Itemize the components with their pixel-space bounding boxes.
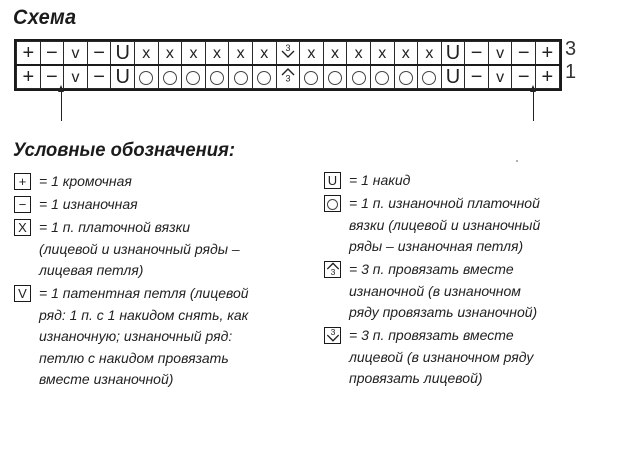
svg-text:3: 3 bbox=[285, 73, 291, 83]
legend-text-line: = 3 п. провязать вместе bbox=[349, 261, 514, 277]
repeat-start-arrow-icon bbox=[61, 91, 62, 121]
garter-purl-icon bbox=[139, 71, 153, 85]
garter-purl-icon bbox=[163, 71, 177, 85]
speck bbox=[516, 160, 518, 162]
chart-cell bbox=[40, 42, 64, 66]
legend-symbol-box bbox=[14, 196, 31, 213]
garter-knit-icon: x bbox=[331, 45, 340, 62]
purl-icon: − bbox=[517, 65, 530, 88]
garter-knit-icon: x bbox=[354, 45, 363, 62]
knitting-chart-grid bbox=[14, 39, 562, 91]
row-number-1: 1 bbox=[565, 61, 577, 83]
legend-symbol-box bbox=[324, 327, 341, 344]
yarn-over-icon: U bbox=[115, 65, 130, 88]
garter-knit-icon: x bbox=[401, 45, 410, 62]
garter-purl-icon bbox=[352, 71, 366, 85]
knit-3-together-icon bbox=[325, 327, 340, 345]
legend-item bbox=[14, 171, 132, 193]
legend-text-line: петлю с накидом провязать bbox=[39, 349, 229, 366]
garter-knit-icon: x bbox=[142, 45, 151, 62]
purl-icon: − bbox=[470, 65, 483, 88]
purl-icon: − bbox=[93, 65, 105, 88]
edge-stitch-icon: + bbox=[22, 65, 35, 88]
garter-knit-icon: x bbox=[236, 45, 245, 62]
chart-row-1 bbox=[17, 65, 560, 89]
garter-knit-icon: x bbox=[213, 45, 222, 62]
knit-3-together-icon bbox=[280, 44, 296, 63]
chart-cell bbox=[158, 65, 182, 89]
legend-text-line: лицевой (в изнаночном ряду bbox=[349, 348, 534, 365]
chart-cell bbox=[394, 42, 418, 66]
legend-item bbox=[324, 325, 533, 390]
edge-stitch-icon: + bbox=[22, 41, 35, 64]
chart-cell bbox=[158, 42, 182, 66]
legend-item bbox=[14, 194, 138, 216]
chart-cell bbox=[512, 42, 536, 66]
legend-text-line: вязки (лицевой и изнаночный bbox=[349, 216, 541, 233]
legend-item bbox=[324, 259, 537, 324]
garter-purl-icon bbox=[186, 71, 200, 85]
legend-text-line: = 1 кромочная bbox=[39, 173, 132, 189]
garter-purl-icon bbox=[327, 199, 338, 210]
chart-cell bbox=[64, 42, 88, 66]
garter-knit-icon: x bbox=[165, 45, 174, 62]
chart-cell bbox=[205, 65, 229, 89]
legend-title: Условные обозначения: bbox=[13, 140, 236, 161]
garter-purl-icon bbox=[422, 71, 436, 85]
purl-3-together-icon bbox=[325, 261, 340, 279]
garter-purl-icon bbox=[257, 71, 271, 85]
legend-symbol-box bbox=[14, 285, 31, 302]
garter-knit-icon: x bbox=[260, 45, 269, 62]
row-number-3: 3 bbox=[565, 38, 577, 60]
chart-cell bbox=[205, 42, 229, 66]
legend-text-line: = 3 п. провязать вместе bbox=[349, 327, 514, 343]
garter-knit-icon: x bbox=[378, 45, 387, 62]
legend-text-line: изнаночной (в изнаночном bbox=[349, 282, 521, 299]
chart-cell bbox=[252, 65, 276, 89]
patent-stitch-icon: V bbox=[18, 286, 27, 301]
purl-icon: − bbox=[46, 41, 58, 64]
chart-cell bbox=[252, 42, 276, 66]
chart-cell bbox=[394, 65, 418, 89]
chart-cell bbox=[134, 42, 158, 66]
legend-item bbox=[14, 217, 240, 282]
patent-stitch-icon: v bbox=[496, 45, 505, 62]
chart-cell bbox=[276, 65, 300, 89]
legend-text-line: провязать лицевой) bbox=[349, 370, 483, 386]
chart-cell bbox=[64, 65, 88, 89]
legend-symbol-box bbox=[324, 195, 341, 212]
legend-text-line: = 1 п. изнаночной платочной bbox=[349, 195, 540, 211]
edge-stitch-icon: + bbox=[541, 41, 554, 64]
patent-stitch-icon: v bbox=[496, 69, 505, 86]
chart-cell bbox=[17, 42, 41, 66]
garter-purl-icon bbox=[399, 71, 413, 85]
chart-cell bbox=[418, 65, 442, 89]
legend-symbol-box bbox=[14, 173, 31, 190]
chart-title: Схема bbox=[13, 6, 77, 29]
chart-cell bbox=[536, 65, 560, 89]
legend-symbol-box bbox=[324, 172, 341, 189]
chart-cell bbox=[111, 65, 135, 89]
garter-purl-icon bbox=[234, 71, 248, 85]
legend-symbol-box bbox=[14, 219, 31, 236]
chart-cell bbox=[276, 42, 300, 66]
chart-cell bbox=[465, 42, 489, 66]
chart-cell bbox=[370, 65, 394, 89]
garter-knit-icon: x bbox=[189, 45, 198, 62]
legend-text-line: вместе изнаночной) bbox=[39, 371, 174, 387]
legend-item bbox=[324, 193, 540, 258]
chart-cell bbox=[536, 42, 560, 66]
svg-text:3: 3 bbox=[330, 267, 336, 277]
legend-symbol-box bbox=[324, 261, 341, 278]
chart-cell bbox=[300, 42, 324, 66]
legend-text-line: лицевая петля) bbox=[39, 262, 144, 278]
chart-cell bbox=[111, 42, 135, 66]
purl-icon: − bbox=[18, 197, 27, 212]
chart-cell bbox=[465, 65, 489, 89]
chart-row-3 bbox=[17, 42, 560, 66]
purl-icon: − bbox=[517, 41, 530, 64]
legend-text-line: (лицевой и изнаночный ряды – bbox=[39, 240, 240, 257]
legend-text-line: ряд: 1 п. с 1 накидом снять, как bbox=[39, 306, 249, 323]
chart-cell bbox=[347, 42, 371, 66]
patent-stitch-icon: v bbox=[71, 69, 80, 86]
purl-icon: − bbox=[470, 41, 483, 64]
edge-stitch-icon: + bbox=[541, 65, 554, 88]
yarn-over-icon: U bbox=[445, 65, 461, 88]
legend-item bbox=[14, 283, 249, 391]
yarn-over-icon: U bbox=[115, 41, 130, 64]
edge-stitch-icon: + bbox=[18, 174, 27, 189]
purl-icon: − bbox=[46, 65, 58, 88]
legend-text-line: = 1 накид bbox=[349, 172, 411, 188]
chart-cell bbox=[488, 42, 512, 66]
legend-text-line: ряды – изнаночная петля) bbox=[349, 238, 524, 254]
chart-cell bbox=[441, 65, 465, 89]
legend-text-line: = 1 изнаночная bbox=[39, 196, 138, 212]
chart-cell bbox=[229, 65, 253, 89]
chart-cell bbox=[134, 65, 158, 89]
garter-knit-icon: x bbox=[307, 45, 316, 62]
chart-cell bbox=[323, 42, 347, 66]
svg-text:3: 3 bbox=[330, 327, 336, 338]
yarn-over-icon: U bbox=[327, 173, 338, 188]
legend-text-line: ряду провязать изнаночной) bbox=[349, 304, 538, 320]
chart-cell bbox=[418, 42, 442, 66]
chart-cell bbox=[17, 65, 41, 89]
chart-cell bbox=[87, 65, 111, 89]
chart-cell bbox=[182, 65, 206, 89]
chart-cell bbox=[323, 65, 347, 89]
chart-cell bbox=[87, 42, 111, 66]
garter-purl-icon bbox=[375, 71, 389, 85]
repeat-end-arrow-icon bbox=[533, 91, 534, 121]
garter-knit-icon: X bbox=[18, 220, 27, 235]
patent-stitch-icon: v bbox=[71, 45, 80, 62]
legend-text-line: = 1 п. платочной вязки bbox=[39, 219, 191, 235]
garter-purl-icon bbox=[304, 71, 318, 85]
garter-knit-icon: x bbox=[425, 45, 434, 62]
chart-cell bbox=[229, 42, 253, 66]
chart-cell bbox=[347, 65, 371, 89]
chart-cell bbox=[370, 42, 394, 66]
svg-text:3: 3 bbox=[285, 42, 291, 53]
chart-cell bbox=[182, 42, 206, 66]
purl-icon: − bbox=[93, 41, 105, 64]
chart-cell bbox=[300, 65, 324, 89]
chart-cell bbox=[441, 42, 465, 66]
chart-cell bbox=[488, 65, 512, 89]
garter-purl-icon bbox=[210, 71, 224, 85]
legend-item bbox=[324, 170, 410, 192]
legend-text-line: изнаночную; изнаночный ряд: bbox=[39, 328, 233, 344]
garter-purl-icon bbox=[328, 71, 342, 85]
purl-3-together-icon bbox=[280, 68, 296, 87]
yarn-over-icon: U bbox=[445, 41, 461, 64]
legend-text-line: = 1 патентная петля (лицевой bbox=[39, 285, 249, 301]
